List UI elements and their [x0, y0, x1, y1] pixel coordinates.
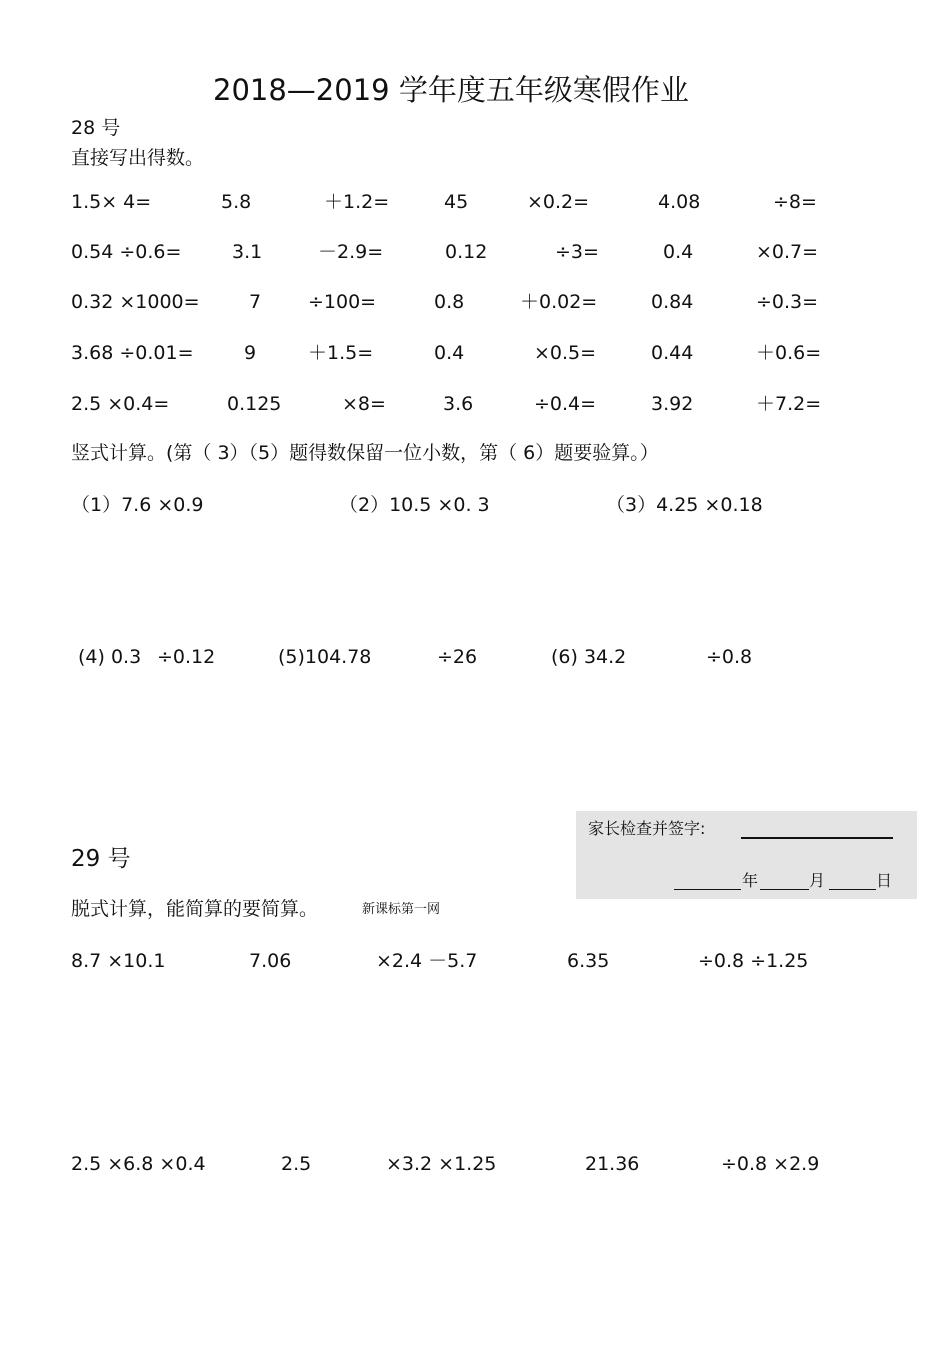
oral-cell: 3.1: [232, 241, 263, 263]
oral-cell: 3.6: [443, 393, 474, 415]
day-label: 日: [876, 871, 893, 890]
vertical-problem: (6) 34.2: [551, 646, 627, 668]
vertical-problem: (4) 0.3: [78, 646, 142, 668]
calc-problem: ÷0.8 ÷1.25: [698, 950, 809, 972]
calc-row: [0, 1155, 950, 1179]
calc-problem: ×3.2 ×1.25: [386, 1153, 497, 1175]
oral-cell: ÷100=: [308, 291, 377, 313]
oral-row: [0, 344, 950, 368]
oral-cell: ×0.7=: [756, 241, 819, 263]
watermark-note: 新课标第一网: [362, 902, 441, 917]
vertical-problem: （2）10.5 ×0. 3: [339, 494, 490, 516]
vertical-problem: （3）4.25 ×0.18: [606, 494, 763, 516]
oral-cell: 0.44: [651, 342, 694, 364]
vertical-problem: ÷26: [437, 646, 478, 668]
oral-cell: 3.68 ÷0.01=: [71, 342, 194, 364]
vertical-row: [0, 648, 950, 672]
oral-row: [0, 293, 950, 317]
oral-cell: ＋0.6=: [756, 342, 822, 364]
calc-problem: ÷0.8 ×2.9: [721, 1153, 820, 1175]
vertical-problem: （1）7.6 ×0.9: [71, 494, 204, 516]
calc-problem: ×2.4 －5.7: [376, 950, 478, 972]
oral-cell: 0.32 ×1000=: [71, 291, 200, 313]
oral-cell: 3.92: [651, 393, 694, 415]
oral-cell: ÷3=: [555, 241, 599, 263]
oral-cell: 9: [244, 342, 257, 364]
oral-row: [0, 193, 950, 217]
oral-cell: ÷8=: [773, 191, 817, 213]
oral-cell: 0.84: [651, 291, 694, 313]
day28-instruction: 直接写出得数。: [71, 147, 205, 169]
oral-cell: 1.5× 4=: [71, 191, 152, 213]
vertical-problem: (5)104.78: [278, 646, 372, 668]
oral-cell: ×0.5=: [534, 342, 597, 364]
oral-cell: 7: [249, 291, 262, 313]
oral-cell: ÷0.3=: [756, 291, 819, 313]
calc-problem: 2.5: [281, 1153, 312, 1175]
calc-row: [0, 952, 950, 976]
oral-cell: 0.4: [434, 342, 465, 364]
vertical-problem: ÷0.8: [706, 646, 753, 668]
oral-cell: ×8=: [342, 393, 386, 415]
oral-cell: ÷0.4=: [534, 393, 597, 415]
oral-cell: 2.5 ×0.4=: [71, 393, 170, 415]
oral-cell: 0.12: [445, 241, 488, 263]
oral-cell: 5.8: [221, 191, 252, 213]
year-label: 年: [742, 871, 759, 890]
oral-cell: 0.54 ÷0.6=: [71, 241, 182, 263]
calc-problem: 8.7 ×10.1: [71, 950, 166, 972]
oral-cell: ＋1.5=: [308, 342, 374, 364]
calc-problem: 2.5 ×6.8 ×0.4: [71, 1153, 206, 1175]
oral-cell: 4.08: [658, 191, 701, 213]
oral-cell: 0.8: [434, 291, 465, 313]
month-blank: [760, 889, 809, 890]
oral-cell: ×0.2=: [527, 191, 590, 213]
day29-instruction: 脱式计算，能简算的要简算。: [71, 898, 319, 920]
calc-problem: 6.35: [567, 950, 610, 972]
page-title: 2018—2019 学年度五年级寒假作业: [213, 73, 689, 107]
calc-problem: 7.06: [249, 950, 292, 972]
oral-row: [0, 243, 950, 267]
vertical-row: [0, 496, 950, 520]
oral-cell: 45: [444, 191, 469, 213]
oral-cell: ＋7.2=: [756, 393, 822, 415]
oral-cell: －2.9=: [318, 241, 384, 263]
oral-cell: ＋1.2=: [324, 191, 390, 213]
oral-cell: 0.125: [227, 393, 282, 415]
signature-label: 家长检查并签字:: [588, 819, 706, 838]
oral-cell: 0.4: [663, 241, 694, 263]
year-blank: [674, 889, 741, 890]
signature-line: [741, 837, 893, 839]
day29-label: 29 号: [71, 846, 131, 872]
day28-label: 28 号: [71, 117, 121, 139]
month-label: 月: [809, 871, 826, 890]
oral-row: [0, 395, 950, 419]
oral-cell: ＋0.02=: [520, 291, 598, 313]
parent-signature-box: [576, 811, 917, 899]
day-blank: [829, 889, 876, 890]
vertical-instruction: 竖式计算。(第（ 3）（5）题得数保留一位小数，第（ 6）题要验算。）: [71, 442, 659, 464]
calc-problem: 21.36: [585, 1153, 640, 1175]
vertical-problem: ÷0.12: [157, 646, 216, 668]
